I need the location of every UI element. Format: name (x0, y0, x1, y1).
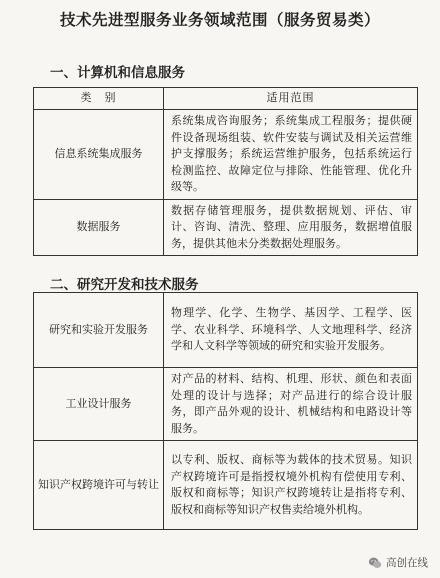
row-scope: 数据存储管理服务，提供数据规划、评估、审计、咨询、清洗、整理、应用服务，数据增值服务，提供其他未分类数据处理服务。 (164, 200, 418, 256)
wechat-icon (368, 556, 382, 570)
row-scope: 系统集成咨询服务；系统集成工程服务；提供硬件设备现场组装、软件安装与调试及相关运营维护支撑服务；系统运营维护服务，包括系统运行检测监控、故障定位与排除、性能管理、优化升级等。 (164, 110, 418, 200)
table-row (34, 110, 418, 200)
page-title: 技术先进型服务业务领域范围（服务贸易类） (59, 11, 380, 29)
header-category: 类 别 (34, 88, 164, 110)
table-computer-info (33, 87, 418, 256)
table-row (34, 293, 418, 368)
row-category: 信息系统集成服务 (34, 110, 164, 200)
watermark (368, 555, 428, 570)
row-category: 研究和实验开发服务 (34, 293, 164, 368)
row-scope: 以专利、版权、商标等为载体的技术贸易。知识产权跨境许可是指授权境外机构有偿使用专利、版权和商标等；知识产权跨境转让是指将专利、版权和商标等知识产权售卖给境外机构。 (164, 441, 418, 530)
row-category: 数据服务 (34, 200, 164, 256)
table-rd-tech (33, 292, 418, 530)
row-scope: 物理学、化学、生物学、基因学、工程学、医学、农业科学、环境科学、人文地理科学、经济学和人文科学等领域的研究和实验开发服务。 (164, 293, 418, 368)
row-scope: 对产品的材料、结构、机理、形状、颜色和表面处理的设计与选择；对产品进行的综合设计服务，即产品外观的设计、机械结构和电路设计等服务。 (164, 368, 418, 441)
header-scope: 适用范围 (164, 88, 418, 110)
watermark-text: 高创在线 (386, 557, 428, 569)
section-heading-computer-info: 一、计算机和信息服务 (50, 65, 185, 81)
table-row (34, 200, 418, 256)
table-row (34, 441, 418, 530)
section-heading-rd-tech: 二、研究开发和技术服务 (50, 277, 199, 293)
row-category: 工业设计服务 (34, 368, 164, 441)
row-category: 知识产权跨境许可与转让 (34, 441, 164, 530)
table-header-row (34, 88, 418, 110)
table-row (34, 368, 418, 441)
